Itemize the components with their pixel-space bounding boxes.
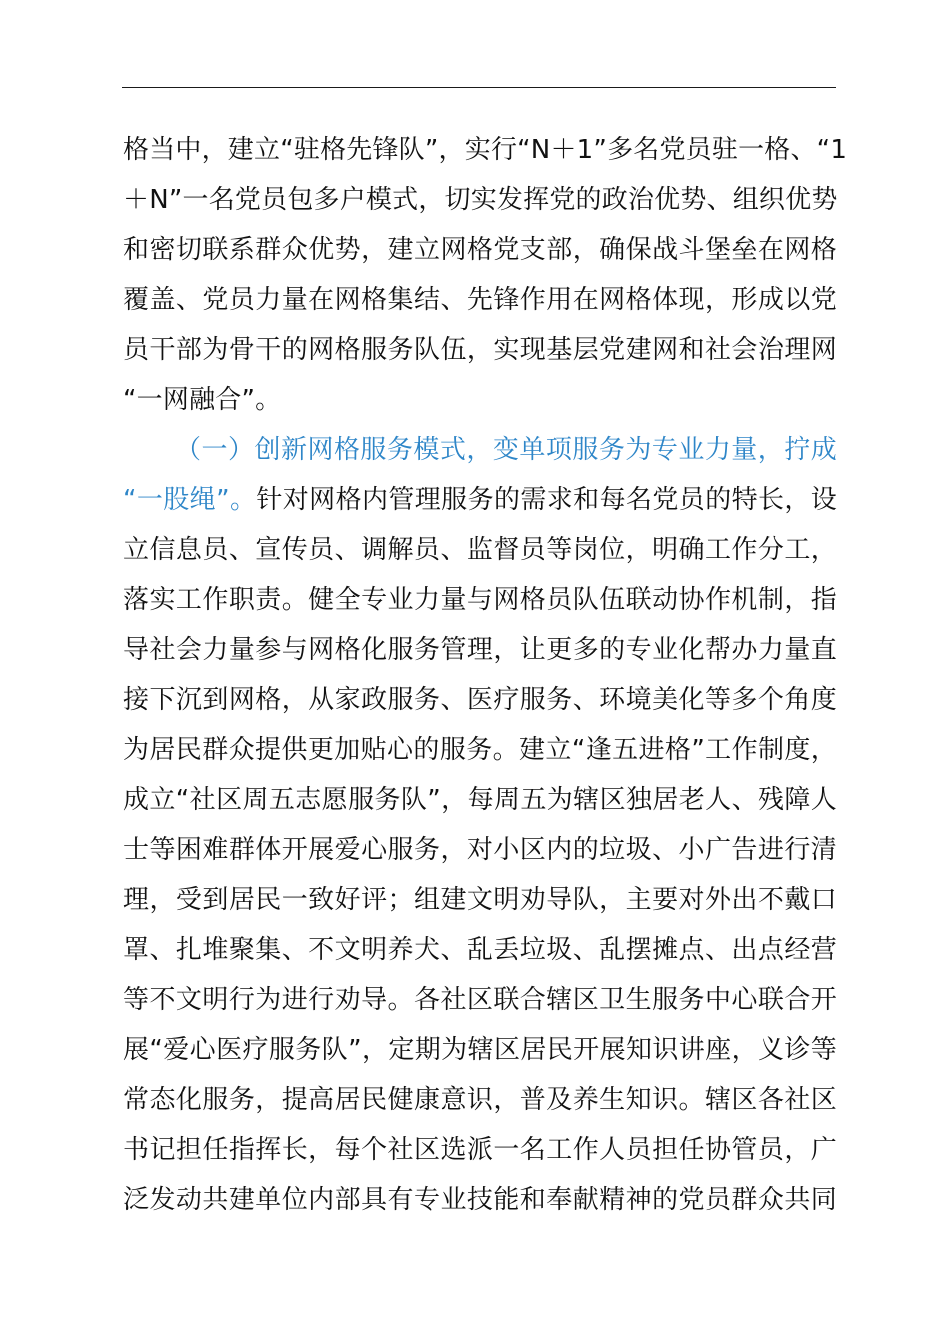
paragraph-line: 格当中，建立“驻格先锋队”，实行“N＋1”多名党员驻一格、“1 [123,135,848,165]
paragraph-line: 和密切联系群众优势，建立网格党支部，确保战斗堡垒在网格 [123,235,837,265]
section-line: 等不文明行为进行劝导。各社区联合辖区卫生服务中心联合开 [123,985,837,1015]
section-line: 接下沉到网格，从家政服务、医疗服务、环境美化等多个角度 [123,685,837,715]
paragraph-line: ＋N”一名党员包多户模式，切实发挥党的政治优势、组织优势 [123,185,838,215]
section-line: 士等困难群体开展爱心服务，对小区内的垃圾、小广告进行清 [123,835,837,865]
section-line: 常态化服务，提高居民健康意识，普及养生知识。辖区各社区 [123,1085,837,1115]
section-line: 理，受到居民一致好评；组建文明劝导队，主要对外出不戴口 [123,885,837,915]
paragraph-line: 覆盖、党员力量在网格集结、先锋作用在网格体现，形成以党 [123,285,837,315]
section-line: 导社会力量参与网格化服务管理，让更多的专业化帮办力量直 [123,635,837,665]
section-line: 落实工作职责。健全专业力量与网格员队伍联动协作机制，指 [123,585,837,615]
section-line: 罩、扎堆聚集、不文明养犬、乱丢垃圾、乱摆摊点、出点经营 [123,935,837,965]
section-line: 成立“社区周五志愿服务队”，每周五为辖区独居老人、残障人 [123,785,837,815]
section-line-text: 针对网格内管理服务的需求和每名党员的特长，设 [256,485,838,515]
body-text [123,125,848,1225]
section-line: 书记担任指挥长，每个社区选派一名工作人员担任协管员，广 [123,1135,837,1165]
paragraph-line: 员干部为骨干的网格服务队伍，实现基层党建网和社会治理网 [123,335,837,365]
section-line-mixed [123,475,837,525]
section-line: 展“爱心医疗服务队”，定期为辖区居民开展知识讲座，义诊等 [123,1035,837,1065]
section-line: 泛发动共建单位内部具有专业技能和奉献精神的党员群众共同 [123,1185,837,1215]
section-heading-end: “一股绳”。 [123,485,257,515]
header-rule [122,87,836,88]
section-line: 为居民群众提供更加贴心的服务。建立“逢五进格”工作制度， [123,735,837,765]
paragraph-line: “一网融合”。 [123,385,282,415]
section-heading: （一）创新网格服务模式，变单项服务为专业力量，拧成 [175,435,837,465]
section-line: 立信息员、宣传员、调解员、监督员等岗位，明确工作分工， [123,535,837,565]
